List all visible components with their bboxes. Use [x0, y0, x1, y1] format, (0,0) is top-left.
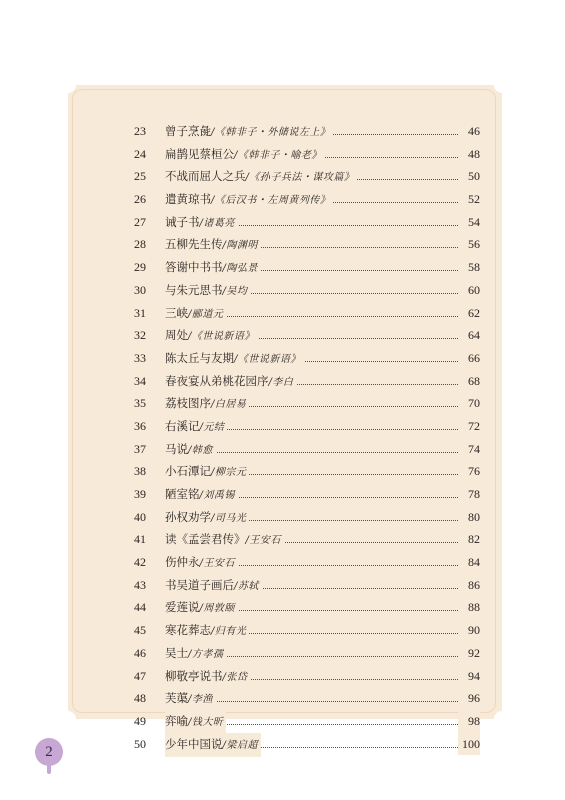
entry-title-group: [165, 188, 333, 213]
toc-entry[interactable]: [134, 370, 480, 393]
entry-title: 曾子烹彘: [165, 124, 211, 138]
entry-number: 34: [134, 373, 146, 388]
toc-entry[interactable]: [134, 256, 480, 279]
entry-title-group: [165, 256, 261, 281]
entry-title: 伤仲永: [165, 555, 200, 570]
entry-number: 35: [134, 396, 146, 411]
entry-title-group: [165, 392, 249, 417]
entry-page: 82: [458, 528, 480, 551]
entry-number: 49: [134, 713, 146, 728]
entry-number: 48: [134, 691, 146, 706]
entry-page: 94: [458, 665, 480, 688]
entry-title-group: [165, 460, 249, 485]
toc-entry[interactable]: [134, 279, 480, 302]
entry-source: /李渔: [188, 694, 213, 706]
page-number: 2: [45, 744, 53, 760]
toc-entry[interactable]: [134, 665, 480, 688]
entry-number: 39: [134, 487, 146, 501]
entry-title: 芙蕖: [165, 691, 188, 706]
toc-entry[interactable]: [134, 528, 480, 551]
entry-title: 遣黄琼书: [165, 192, 211, 207]
entry-number: 47: [134, 668, 146, 683]
entry-title: 陈太丘与友期: [165, 350, 234, 365]
entry-page: 96: [458, 687, 480, 710]
entry-title-group: [165, 233, 261, 258]
entry-title-group: [165, 438, 216, 463]
entry-title-group: [165, 574, 262, 599]
entry-title: 答谢中书书: [165, 260, 223, 275]
entry-source: /柳宗元: [211, 467, 247, 479]
entry-title: 周处: [165, 328, 188, 343]
entry-title-group: [165, 347, 304, 372]
entry-number: 25: [134, 169, 146, 184]
entry-title: 小石潭记: [165, 464, 211, 479]
entry-number: 27: [134, 214, 146, 229]
entry-title-group: [165, 302, 226, 327]
entry-title-group: [165, 596, 238, 621]
entry-source: /陶弘景: [222, 263, 258, 275]
entry-title-group: [165, 120, 333, 145]
entry-number: 41: [134, 532, 146, 547]
entry-number: 24: [134, 146, 146, 161]
entry-page: 54: [458, 211, 480, 234]
entry-page: 86: [458, 574, 480, 597]
entry-page: 52: [458, 188, 480, 211]
entry-title: 读《孟尝君传》: [165, 532, 246, 547]
toc-entry[interactable]: [134, 438, 480, 461]
entry-page: 66: [458, 347, 480, 370]
entry-page: 78: [458, 483, 480, 506]
entry-source: /元结: [199, 421, 225, 433]
entry-source: /《后汉书・左周黄列传》: [211, 195, 331, 207]
entry-source: /李白: [268, 376, 294, 388]
entry-title: 书吴道子画后: [165, 577, 234, 592]
entry-title: 荔枝图序: [165, 396, 211, 411]
entry-title-group: [165, 370, 296, 395]
toc-entry[interactable]: [134, 392, 480, 415]
entry-page: 48: [458, 143, 480, 166]
toc-entry[interactable]: [134, 211, 480, 234]
entry-source: /张岱: [222, 671, 248, 683]
entry-number: 42: [134, 555, 146, 570]
entry-source: /《韩非子・喻老》: [234, 149, 322, 161]
entry-source: /周敦颐: [199, 603, 235, 615]
entry-title-group: [165, 687, 216, 712]
entry-number: 43: [134, 577, 146, 592]
entry-title: 孙权劝学: [165, 509, 211, 524]
entry-page: 70: [458, 392, 480, 415]
entry-title-group: [165, 165, 357, 190]
entry-number: 44: [134, 600, 146, 615]
table-of-contents: [134, 120, 480, 755]
entry-page: 62: [458, 302, 480, 325]
entry-page: 60: [458, 279, 480, 302]
toc-entry[interactable]: [134, 302, 480, 325]
entry-title-group: [165, 483, 238, 508]
entry-number: 26: [134, 192, 146, 207]
entry-page: 72: [458, 415, 480, 438]
entry-title: 寒花葬志: [165, 623, 211, 638]
entry-source: /郦道元: [188, 308, 224, 320]
entry-page: 56: [458, 233, 480, 256]
entry-title-group: [165, 528, 284, 553]
entry-title: 不战而屈人之兵: [165, 169, 246, 184]
toc-entry[interactable]: [134, 642, 480, 665]
entry-title-group: [165, 143, 325, 168]
entry-title: 三峡: [165, 305, 188, 320]
entry-page: 80: [458, 506, 480, 529]
page-badge-tail: [47, 764, 51, 774]
entry-source: /苏轼: [234, 580, 259, 592]
toc-entry[interactable]: [134, 619, 480, 642]
entry-title-group: [165, 279, 250, 304]
entry-source: /钱大昕: [188, 716, 224, 728]
entry-title-group: [165, 551, 238, 576]
toc-entry[interactable]: [134, 687, 480, 710]
entry-source: /刘禹锡: [199, 490, 235, 501]
entry-title: 弈喻: [165, 713, 188, 728]
entry-page: 74: [458, 438, 480, 461]
entry-source: /白居易: [211, 399, 247, 411]
toc-entry[interactable]: [134, 483, 480, 506]
entry-title: 诫子书: [165, 214, 200, 229]
entry-title: 五柳先生传: [165, 237, 223, 252]
page-number-badge: [35, 738, 63, 766]
entry-source: /诸葛亮: [199, 217, 235, 229]
entry-page: 46: [458, 120, 480, 143]
toc-entry[interactable]: [134, 233, 480, 256]
entry-title-group: [165, 211, 238, 236]
toc-entry[interactable]: [134, 733, 480, 756]
entry-source: /方孝孺: [188, 648, 224, 660]
entry-page: 58: [458, 256, 480, 279]
frame-corner-top-left: [60, 77, 76, 93]
entry-title: 爱莲说: [165, 600, 200, 615]
entry-page: 100: [458, 733, 480, 756]
entry-title: 少年中国说: [165, 736, 223, 751]
toc-entry[interactable]: [134, 460, 480, 483]
entry-title-group: [165, 619, 249, 644]
toc-entry[interactable]: [134, 415, 480, 438]
entry-source: /王安石: [245, 535, 281, 547]
toc-entry[interactable]: [134, 347, 480, 370]
toc-entry[interactable]: [134, 120, 480, 143]
toc-entry[interactable]: [134, 551, 480, 574]
entry-page: 50: [458, 165, 480, 188]
entry-source: /吴均: [222, 285, 248, 297]
entry-title-group: [165, 733, 261, 758]
toc-entry[interactable]: [134, 165, 480, 188]
entry-title-group: [165, 642, 226, 667]
entry-number: 50: [134, 736, 146, 751]
toc-entry[interactable]: [134, 596, 480, 619]
toc-entry[interactable]: [134, 574, 480, 597]
entry-number: 30: [134, 282, 146, 297]
entry-title: 春夜宴从弟桃花园序: [165, 373, 269, 388]
entry-number: 31: [134, 305, 146, 320]
entry-page: 98: [458, 710, 480, 733]
entry-page: 92: [458, 642, 480, 665]
entry-page: 84: [458, 551, 480, 574]
entry-number: 45: [134, 623, 146, 638]
entry-title-group: [165, 665, 250, 690]
entry-source: /《孙子兵法・谋攻篇》: [245, 172, 355, 184]
entry-number: 38: [134, 464, 146, 479]
entry-number: 28: [134, 237, 146, 252]
toc-entry[interactable]: [134, 188, 480, 211]
entry-source: /陶渊明: [222, 240, 258, 252]
entry-title: 马说: [165, 441, 188, 456]
frame-corner-bottom-right: [494, 711, 510, 727]
entry-title-group: [165, 415, 227, 440]
entry-title: 柳敬亭说书: [165, 668, 223, 683]
entry-title-group: [165, 324, 258, 349]
entry-source: /梁启超: [222, 739, 258, 751]
entry-number: 40: [134, 509, 146, 524]
entry-title-group: [165, 710, 226, 735]
entry-page: 64: [458, 324, 480, 347]
entry-page: 88: [458, 596, 480, 619]
entry-number: 32: [134, 328, 146, 343]
entry-number: 29: [134, 260, 146, 275]
entry-number: 23: [134, 124, 146, 138]
entry-number: 46: [134, 645, 146, 660]
entry-number: 33: [134, 350, 146, 365]
toc-entry[interactable]: [134, 143, 480, 166]
entry-number: 36: [134, 418, 146, 433]
entry-title-group: [165, 506, 249, 531]
entry-number: 37: [134, 441, 146, 456]
entry-source: /司马光: [211, 512, 247, 524]
entry-source: /《韩非子・外储说左上》: [211, 127, 331, 138]
frame-corner-bottom-left: [60, 711, 76, 727]
entry-title: 吴士: [165, 645, 188, 660]
toc-entry[interactable]: [134, 324, 480, 347]
toc-entry[interactable]: [134, 710, 480, 733]
entry-source: /《世说新语》: [188, 331, 255, 343]
entry-title: 陋室铭: [165, 487, 200, 501]
entry-source: /归有光: [211, 626, 247, 638]
entry-page: 76: [458, 460, 480, 483]
toc-entry[interactable]: [134, 506, 480, 529]
entry-page: 68: [458, 370, 480, 393]
entry-title: 扁鹊见蔡桓公: [165, 146, 234, 161]
entry-source: /王安石: [199, 558, 235, 570]
entry-source: /韩愈: [188, 444, 213, 456]
frame-corner-top-right: [494, 77, 510, 93]
entry-source: /《世说新语》: [234, 353, 301, 365]
entry-page: 90: [458, 619, 480, 642]
entry-title: 右溪记: [165, 418, 200, 433]
entry-title: 与朱元思书: [165, 282, 223, 297]
